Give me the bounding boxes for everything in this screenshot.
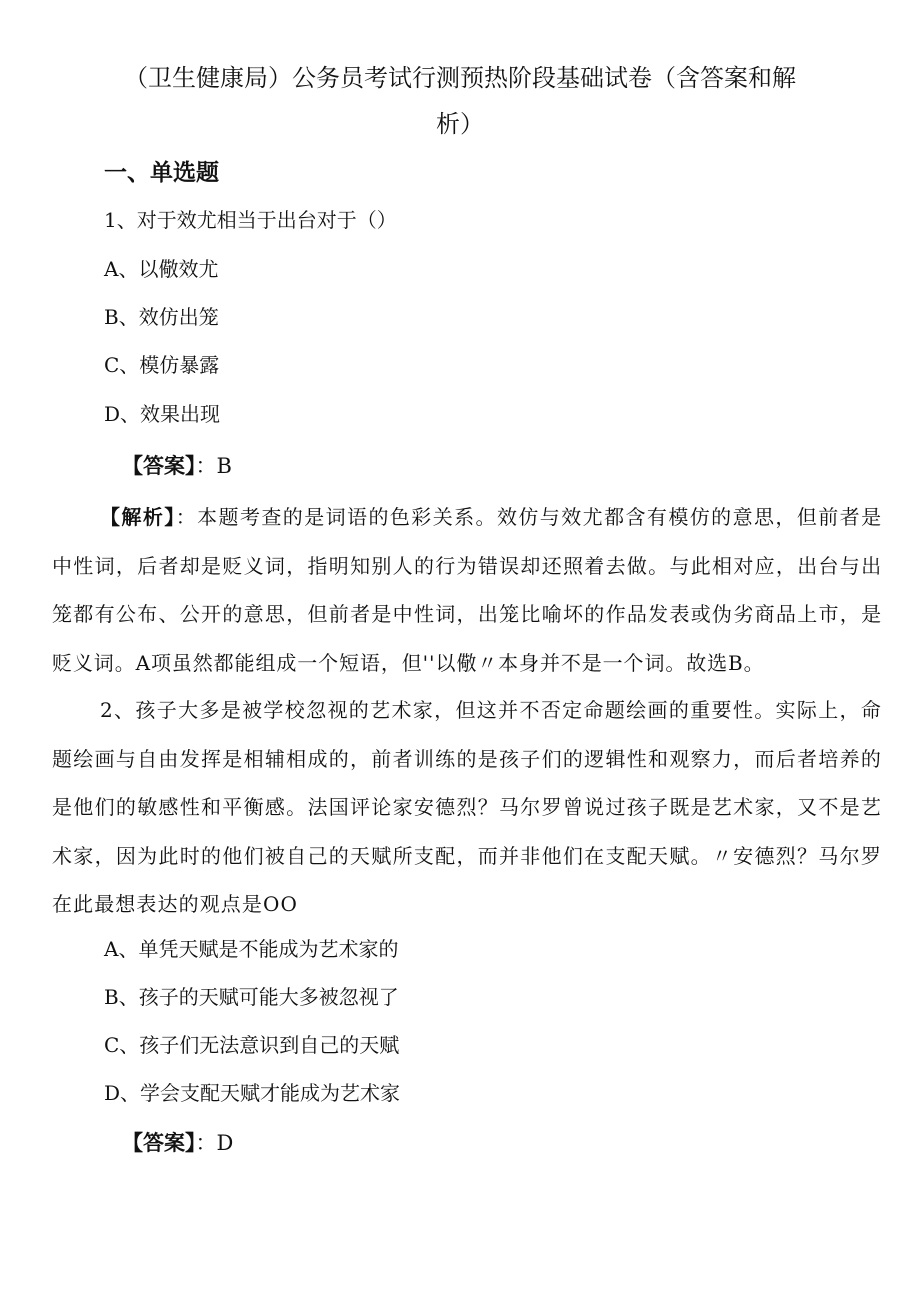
question-1-option-a: A、以儆效尤	[104, 257, 219, 281]
question-1-option-b: B、效仿出笼	[104, 305, 219, 329]
question-2-option-c: C、孩子们无法意识到自己的天赋	[104, 1033, 400, 1057]
question-1-option-c: C、模仿暴露	[104, 353, 220, 377]
question-2-stem: 2、孩子大多是被学校忽视的艺术家，但这并不否定命题绘画的重要性。实际上，命题绘画与自由发挥是相辅相成的，前者训练的是孩子们的逻辑性和观察力，而后者培养的是他们的敏感性和平衡感。法国评论家安德烈？马尔罗曾说过孩子既是艺术家，又不是艺术家，因为此时的他们被自己的天赋所支配，而并非他们在支配天赋。〃安德烈？马尔罗在此最想表达的观点是OO	[52, 698, 882, 916]
analysis-label: 【解析】	[100, 505, 176, 529]
question-2-option-d: D、学会支配天赋才能成为艺术家	[104, 1081, 401, 1105]
document-title-line-2: 析）	[436, 110, 484, 138]
analysis-text: ：本题考查的是词语的色彩关系。效仿与效尤都含有模仿的意思，但前者是中性词，后者却是贬义词，指明知别人的行为错误却还照着去做。与此相对应，出台与出笼都有公布、公开的意思，但前者是中性词，出笼比喻坏的作品发表或伪劣商品上市，是贬义词。A项虽然都能组成一个短语，但''以儆〃本身并不是一个词。故选B。	[52, 505, 882, 675]
section-heading: 一、单选题	[104, 160, 219, 186]
answer-value: B	[216, 454, 232, 478]
question-2-option-b: B、孩子的天赋可能大多被忽视了	[104, 985, 399, 1009]
answer-value: D	[216, 1131, 234, 1155]
question-1-stem: 1、对于效尤相当于出台对于（）	[104, 208, 397, 232]
answer-label: 【答案】	[122, 454, 196, 478]
question-2-answer	[122, 1128, 233, 1158]
question-1-answer	[122, 451, 232, 481]
answer-label: 【答案】	[122, 1131, 196, 1155]
question-1-analysis	[52, 493, 882, 687]
question-2-option-a: A、单凭天赋是不能成为艺术家的	[104, 937, 399, 961]
answer-separator: ：	[195, 1131, 217, 1155]
answer-separator: ：	[195, 454, 217, 478]
question-1-option-d: D、效果出现	[104, 402, 221, 426]
document-title-line-1: （卫生健康局）公务员考试行测预热阶段基础试卷（含答案和解	[124, 64, 796, 92]
